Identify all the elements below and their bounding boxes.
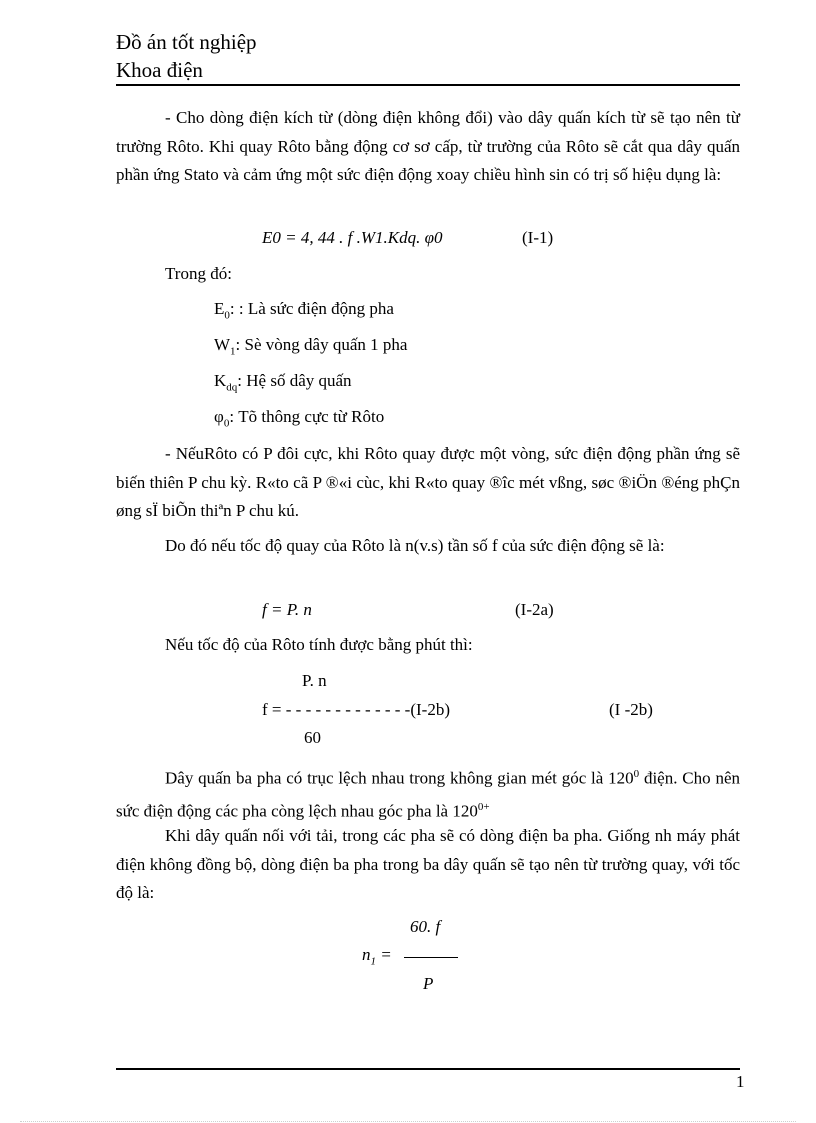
equation-n1-numerator: 60. f [410, 917, 441, 936]
paragraph-pole-pairs: - NếuRôto có P đôi cực, khi Rôto quay được một vòng, sức điện động phần ứng sẽ biến thiên P chu kỳ. R«to cã P ®«i cùc, khi R«to quay ®îc mét vßng, søc ®iÖn ®éng phÇn øng sÏ biÕn thiªn P chu kú. [116, 444, 740, 520]
header-rule [116, 84, 740, 86]
equation-n1-lhs: $n_1$ = [362, 945, 392, 968]
footer-rule [116, 1068, 740, 1070]
equation-rpm-numerator: P. n [302, 671, 327, 690]
header-title: Đồ án tốt nghiệp [116, 30, 257, 54]
paragraph-frequency: Do đó nếu tốc độ quay của Rôto là n(v.s) tần số f của sức điện động sẽ là: [165, 536, 665, 555]
equation-n1-denominator: P [423, 974, 434, 993]
equation-n1-fraction-bar [404, 957, 458, 958]
page-number: 1 [736, 1072, 745, 1091]
definition-kdq: $K_{dq}$: Hệ số dây quấn [214, 371, 352, 394]
header-department: Khoa điện [116, 58, 203, 82]
definition-e0: $E_0$: : Là sức điện động pha [214, 299, 394, 322]
paragraph-intro: - Cho dòng điện kích từ (dòng điện không đổi) vào dây quấn kích từ sẽ tạo nên từ trường Rôto. Khi quay Rôto bằng động cơ sơ cấp, từ trường của Rôto sẽ cắt qua dây quấn phần ứng Stato và cảm ứng một sức điện động xoay chiều hình sin có trị số hiệu dụng là: [116, 108, 740, 184]
equation-f-label: (I-2a) [515, 600, 554, 619]
equation-rpm-label: (I -2b) [609, 700, 653, 719]
equation-e0-label: (I-1) [522, 228, 554, 247]
paragraph-phase-shift: Dây quấn ba pha có trục lệch nhau trong không gian mét góc là $120^0$ điện. Cho nên sức điện động các pha còng lệch nhau góc pha là $120^{0+}$ [116, 768, 740, 821]
equation-e0: E0 = 4, 44 . f .W1.Kdq. φ0 [262, 228, 443, 247]
page-bottom-border [20, 1121, 796, 1122]
definition-w1: $W_1$: Sè vòng dây quấn 1 pha [214, 335, 408, 358]
equation-rpm-line: f = - - - - - - - - - - - - -(I-2b) [262, 700, 450, 719]
paragraph-rpm: Nếu tốc độ của Rôto tính được bằng phút thì: [165, 635, 473, 654]
definition-phi0: $\varphi_0$: Tõ thông cực từ Rôto [214, 407, 385, 430]
paragraph-rotating-field: Khi dây quấn nối với tải, trong các pha sẽ có dòng điện ba pha. Giống nh máy phát điện không đồng bộ, dòng điện ba pha trong ba dây quấn sẽ tạo nên từ trường quay, với tốc độ là: [116, 826, 740, 902]
equation-f: f = P. n [262, 600, 312, 619]
where-label: Trong đó: [165, 264, 232, 283]
equation-rpm-denominator: 60 [304, 728, 321, 747]
